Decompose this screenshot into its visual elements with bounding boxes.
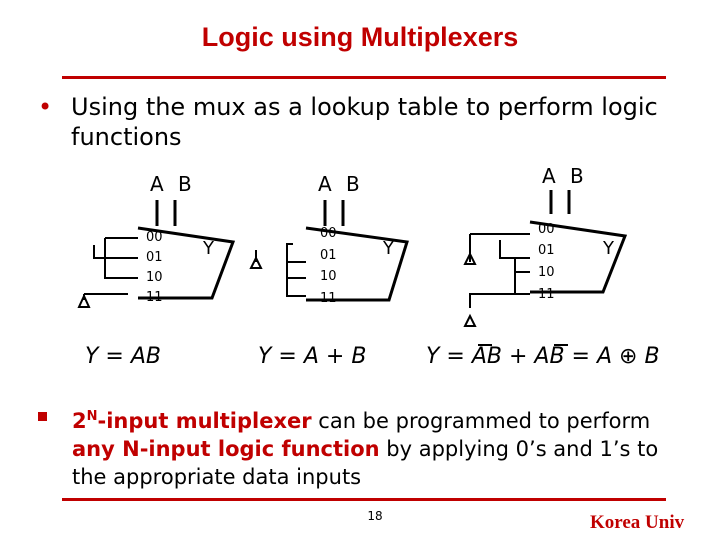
slide-title: Logic using Multiplexers xyxy=(201,22,519,52)
sub-bullet-text: $2^N$-input multiplexer can be programmed to perform any N-input logic function by applying 0’s and 1’s to the appropriate data inputs xyxy=(72,409,659,489)
logic-function-highlight: any N-input logic function xyxy=(72,437,380,461)
mux-1-input-wires xyxy=(84,238,138,294)
mux-3-ground-symbol-bottom xyxy=(465,316,475,326)
mux-2-input-wires xyxy=(287,244,306,296)
mux-2-output-label: Y xyxy=(383,238,394,259)
mux-3-input-00: 00 xyxy=(538,222,555,237)
mux-1-equation: Y = AB xyxy=(85,344,162,369)
mux-1-input-00: 00 xyxy=(146,230,163,245)
footer-brand: Korea Univ xyxy=(590,512,685,533)
mux-3-input-wires xyxy=(500,240,530,294)
mux-3 xyxy=(465,190,625,326)
mux-2-equation: Y = A + B xyxy=(258,344,367,369)
mux-3-input-01: 01 xyxy=(538,243,555,258)
mux-3-output-label: Y xyxy=(603,238,614,259)
page-number: 18 xyxy=(367,509,383,523)
mux-2-input-10: 10 xyxy=(320,269,337,284)
mux-2-select-label: A B xyxy=(318,172,364,196)
bullet-dot: • xyxy=(38,93,53,121)
mux-size-highlight: $2^N$-input multiplexer xyxy=(72,409,312,433)
mux-3-input-10: 10 xyxy=(538,265,555,280)
footer-divider xyxy=(62,498,666,501)
mux-2-input-11: 11 xyxy=(320,291,337,306)
mux-3-select-label: A B xyxy=(542,164,588,188)
mux-2-input-01: 01 xyxy=(320,248,337,263)
mux-1-output-label: Y xyxy=(203,238,214,259)
mux-2-input-00: 00 xyxy=(320,226,337,241)
mux-3-input-11: 11 xyxy=(538,287,555,302)
bullet-text: Using the mux as a lookup table to perform logic functions xyxy=(71,93,658,151)
mux-1-select-label: A B xyxy=(150,172,196,196)
mux-1-input-10: 10 xyxy=(146,270,163,285)
mux-3-equation: Y = AB + AB = A ⊕ B xyxy=(426,344,660,369)
mux-2-ground-symbol xyxy=(251,258,261,268)
mux-1-ground-symbol xyxy=(79,296,89,307)
square-bullet xyxy=(38,412,47,421)
mux-1-input-01: 01 xyxy=(146,250,163,265)
mux-1-input-11: 11 xyxy=(146,290,163,305)
